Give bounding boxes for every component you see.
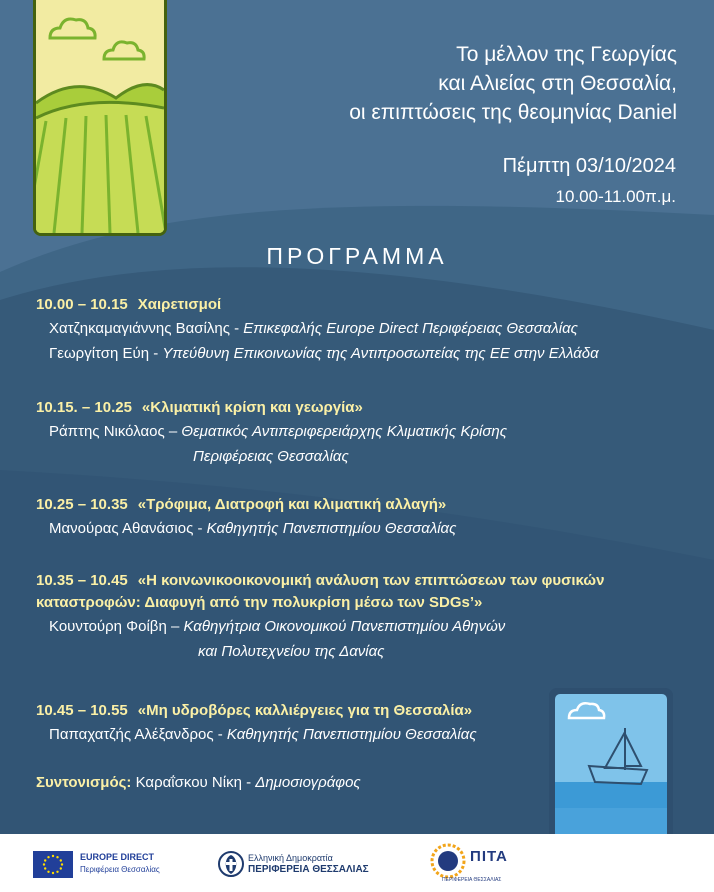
title-line: Το μέλλον της Γεωργίας — [456, 43, 677, 66]
speaker-name: Ράπτης Νικόλαος – — [49, 423, 182, 440]
region-subtitle: ΠΕΡΙΦΕΡΕΙΑ ΘΕΣΣΑΛΙΑΣ — [248, 864, 369, 875]
field-illustration-card — [33, 0, 167, 236]
program-slot — [36, 294, 696, 316]
program-slot — [36, 570, 696, 592]
slot-time: 10.00 – 10.15 — [36, 296, 128, 313]
slot-title: «Τρόφιμα, Διατροφή και κλιματική αλλαγή» — [137, 496, 447, 513]
europe-direct-subtitle: Περιφέρεια Θεσσαλίας — [80, 865, 160, 874]
speaker-role-cont: και Πολυτεχνείου της Δανίας — [198, 643, 385, 660]
speaker-name: Παπαχατζής Αλέξανδρος - — [49, 726, 227, 743]
event-time: 10.00-11.00π.μ. — [555, 187, 676, 206]
program-item — [36, 494, 696, 541]
program-slot — [36, 397, 696, 419]
pita-subtitle: ΠΕΡΙΦΕΡΕΙΑ ΘΕΣΣΑΛΙΑΣ — [442, 877, 502, 883]
region-title: Ελληνική Δημοκρατία — [248, 853, 333, 863]
slot-title: Χαιρετισμοί — [137, 296, 222, 313]
pita-logo-icon — [426, 842, 470, 880]
greek-emblem-icon — [218, 850, 244, 878]
coordination-label: Συντονισμός: — [36, 774, 132, 791]
speaker-role: Θεματικός Αντιπεριφερειάρχης Κλιματικής Κρίσης — [181, 423, 508, 440]
speaker-line — [36, 341, 696, 366]
slot-time: 10.45 – 10.55 — [36, 702, 128, 719]
speaker-name: Γεωργίτση Εύη - — [49, 345, 163, 362]
speaker-role: Καθηγητής Πανεπιστημίου Θεσσαλίας — [226, 726, 477, 743]
speaker-name: Μανούρας Αθανάσιος - — [49, 520, 207, 537]
program-item — [36, 397, 696, 469]
slot-time: 10.15. – 10.25 — [36, 399, 132, 416]
event-title — [349, 40, 677, 127]
coordination-role: Δημοσιογράφος — [255, 774, 361, 791]
speaker-line-cont — [36, 639, 696, 664]
slot-title: «Η κοινωνικοοικονομική ανάλυση των επιπτώσεων των φυσικών — [137, 572, 605, 589]
speaker-role: Επικεφαλής Europe Direct Περιφέρειας Θεσσαλίας — [243, 320, 578, 337]
program-heading: ΠΡΟΓΡΑΜΜΑ — [266, 243, 448, 269]
speaker-line — [36, 614, 696, 639]
event-date: Πέμπτη 03/10/2024 — [502, 155, 676, 177]
speaker-role: Υπεύθυνη Επικοινωνίας της Αντιπροσωπείας της ΕΕ στην Ελλάδα — [162, 345, 599, 362]
speaker-role: Καθηγητής Πανεπιστημίου Θεσσαλίας — [206, 520, 457, 537]
speaker-role-cont: Περιφέρειας Θεσσαλίας — [193, 448, 349, 465]
program-slot-cont: καταστροφών: Διαφυγή από την πολυκρίση μέσω των SDGs’» — [36, 594, 483, 611]
speaker-name: Κουντούρη Φοίβη – — [49, 618, 184, 635]
speaker-line — [36, 516, 696, 541]
title-line: και Αλιείας στη Θεσσαλία, — [438, 72, 677, 95]
speaker-role: Καθηγήτρια Οικονομικού Πανεπιστημίου Αθηνών — [183, 618, 506, 635]
speaker-line-cont — [36, 444, 696, 469]
program-slot — [36, 494, 696, 516]
slot-time: 10.35 – 10.45 — [36, 572, 128, 589]
program-item — [36, 570, 696, 664]
speaker-line — [36, 316, 696, 341]
speaker-name: Χατζηκαμαγιάννης Βασίλης - — [49, 320, 244, 337]
speaker-line — [36, 419, 696, 444]
title-line: οι επιπτώσεις της θεομηνίας Daniel — [349, 101, 677, 124]
europe-direct-title: EUROPE DIRECT — [80, 852, 155, 862]
coordination-name: Καραΐσκου Νίκη - — [131, 774, 256, 791]
footer — [0, 834, 714, 892]
eu-flag-icon — [33, 851, 73, 878]
program-item — [36, 294, 696, 366]
slot-title: «Μη υδροβόρες καλλιέργειες για τη Θεσσαλία» — [137, 702, 473, 719]
pita-title: ΠΙΤΑ — [470, 848, 508, 865]
slot-time: 10.25 – 10.35 — [36, 496, 128, 513]
slot-title: «Κλιματική κρίση και γεωργία» — [141, 399, 363, 416]
farm-field-icon — [36, 0, 164, 233]
